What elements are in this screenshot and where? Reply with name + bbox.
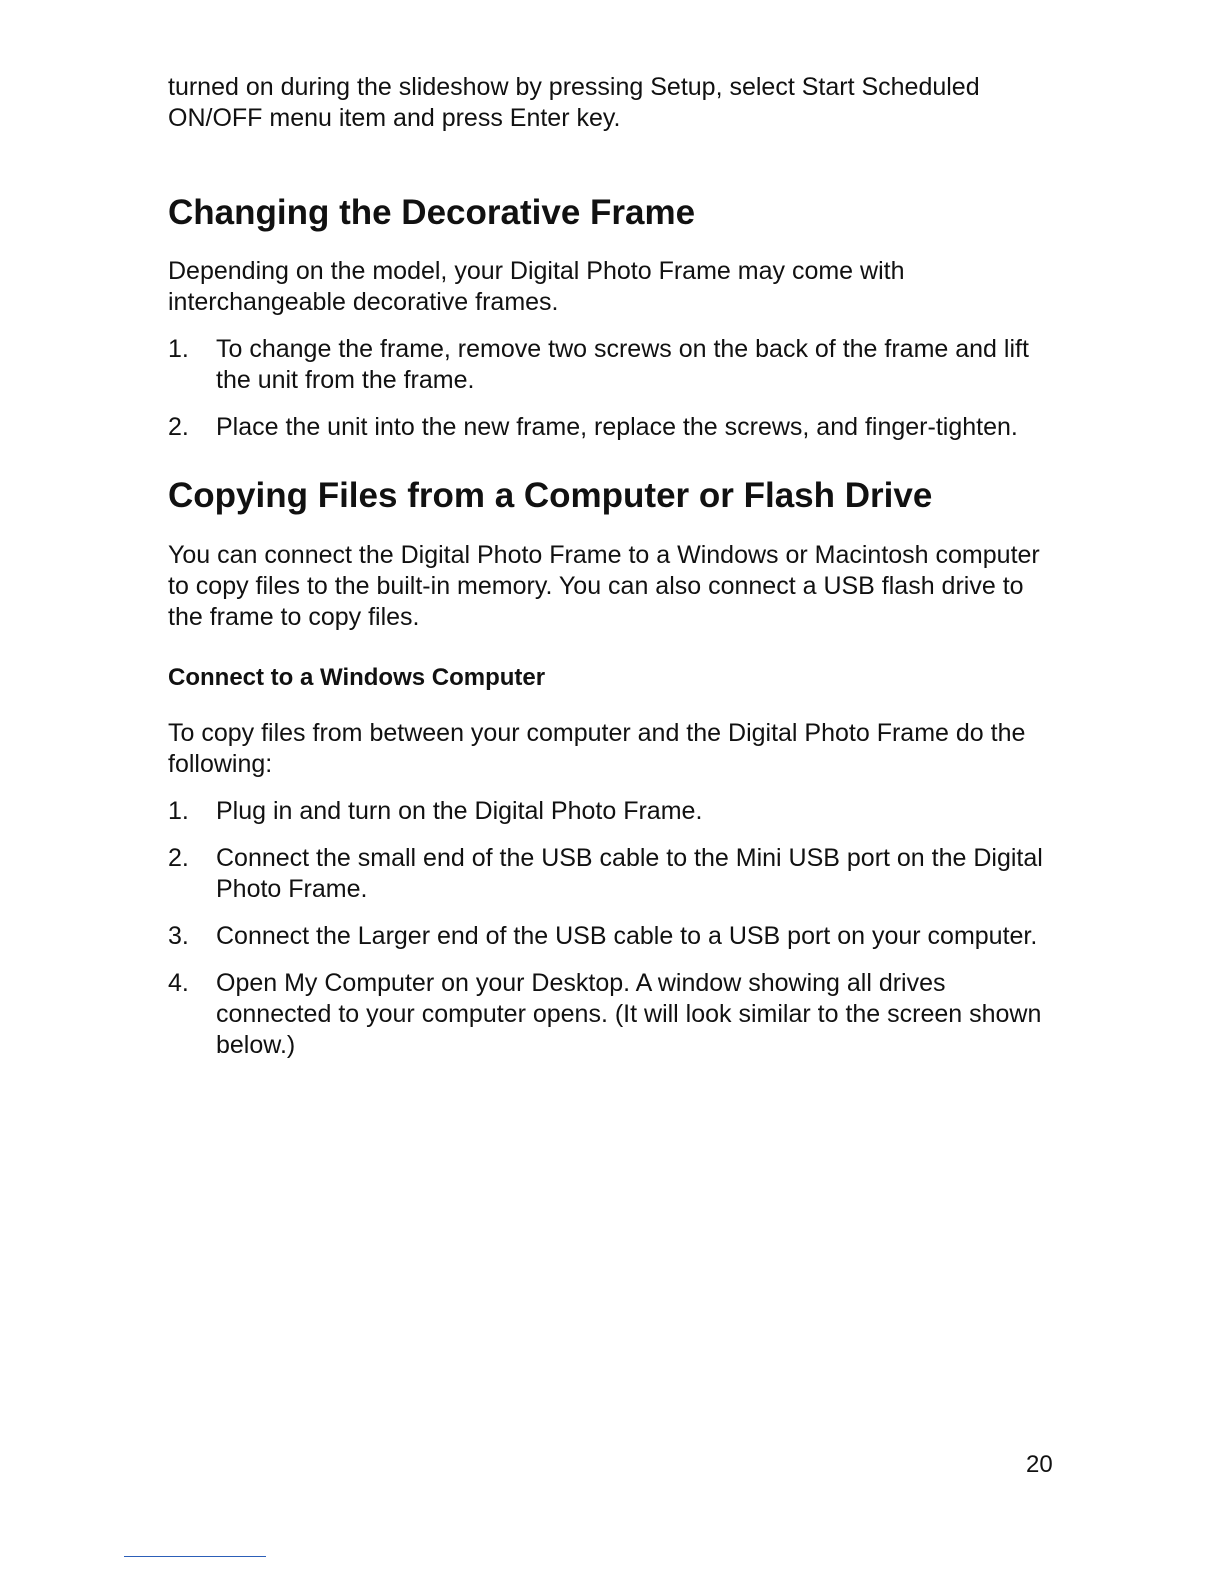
heading-copying-files: Copying Files from a Computer or Flash Drive	[168, 476, 933, 515]
decorative-frame-steps	[168, 334, 1048, 443]
step-text: Connect the small end of the USB cable to the Mini USB port on the Digital Photo Frame.	[216, 844, 1043, 903]
step-text: To change the frame, remove two screws on the back of the frame and lift the unit from the frame.	[216, 335, 1029, 394]
list-item	[168, 412, 1048, 443]
heading-connect-windows: Connect to a Windows Computer	[168, 664, 546, 691]
step-number: 4.	[168, 969, 189, 997]
step-text: Open My Computer on your Desktop. A window showing all drives connected to your computer opens. (It will look similar to the screen shown below.)	[216, 969, 1042, 1059]
list-item	[168, 921, 1048, 952]
page-number: 20	[1026, 1451, 1053, 1478]
document-page	[168, 72, 1048, 1077]
step-text: Connect the Larger end of the USB cable to a USB port on your computer.	[216, 922, 1038, 950]
step-number: 3.	[168, 922, 189, 950]
step-number: 2.	[168, 844, 189, 872]
step-number: 1.	[168, 335, 189, 363]
step-number: 1.	[168, 797, 189, 825]
step-text: Plug in and turn on the Digital Photo Frame.	[216, 797, 703, 825]
intro-paragraph: turned on during the slideshow by pressing Setup, select Start Scheduled ON/OFF menu item and press Enter key.	[168, 73, 980, 132]
connect-windows-steps	[168, 796, 1048, 1061]
step-number: 2.	[168, 413, 189, 441]
list-item	[168, 843, 1048, 905]
step-text: Place the unit into the new frame, replace the screws, and finger-tighten.	[216, 413, 1018, 441]
connect-windows-paragraph: To copy files from between your computer and the Digital Photo Frame do the following:	[168, 719, 1026, 778]
list-item	[168, 968, 1048, 1061]
heading-changing-decorative-frame: Changing the Decorative Frame	[168, 193, 696, 232]
copying-files-paragraph: You can connect the Digital Photo Frame to a Windows or Macintosh computer to copy files to the built-in memory. You can also connect a USB flash drive to the frame to copy files.	[168, 541, 1040, 631]
footnote-divider	[124, 1556, 266, 1557]
list-item	[168, 334, 1048, 396]
list-item	[168, 796, 1048, 827]
decorative-frame-paragraph: Depending on the model, your Digital Photo Frame may come with interchangeable decorative frames.	[168, 257, 905, 316]
